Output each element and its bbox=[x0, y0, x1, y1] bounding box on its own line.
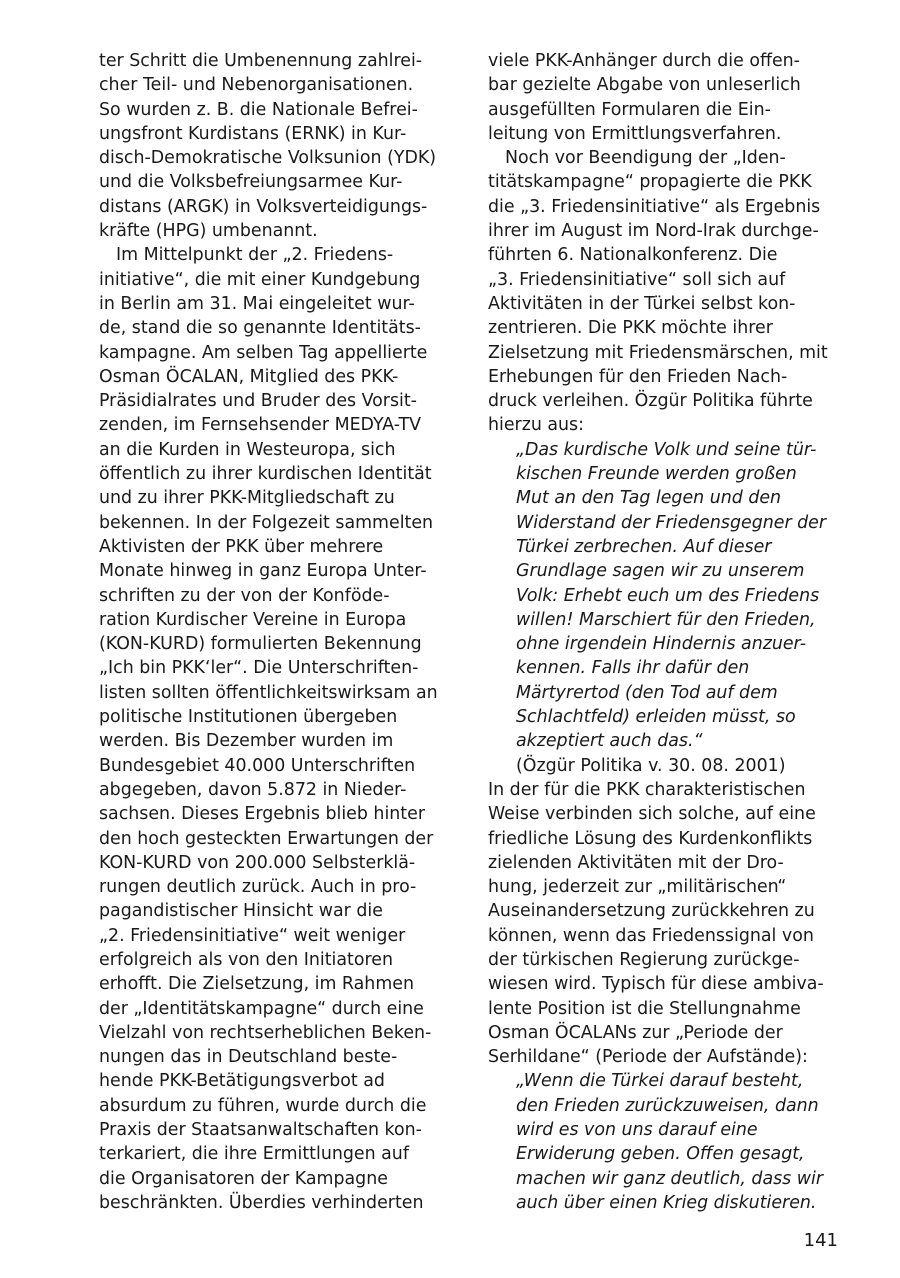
text-line: Aktivisten der PKK über mehrere bbox=[99, 536, 384, 557]
text-line: viele PKK-Anhänger durch die offen- bbox=[488, 51, 800, 71]
quote-line: Grundlage sagen wir zu unserem bbox=[516, 561, 805, 582]
text-line: „3. Friedensinitiative“ soll sich auf bbox=[488, 269, 786, 290]
quote-line: Mut an den Tag legen und den bbox=[516, 488, 782, 509]
text-line: distans (ARGK) in Volksverteidigungs- bbox=[99, 196, 428, 217]
text-line: Osman ÖCALANs zur „Periode der bbox=[488, 1022, 783, 1043]
quote-line: willen! Marschiert für den Frieden, bbox=[516, 609, 816, 630]
text-line: der „Identitätskampagne“ durch eine bbox=[99, 998, 424, 1019]
quote-line: „Das kurdische Volk und seine tür- bbox=[516, 439, 817, 460]
quote-line: Märtyrertod (den Tod auf dem bbox=[516, 682, 778, 703]
quote-source: (Özgür Politika v. 30. 08. 2001) bbox=[516, 755, 786, 776]
right-column bbox=[488, 49, 840, 1215]
quote-line: Volk: Erhebt euch um des Friedens bbox=[516, 585, 820, 606]
text-line: hierzu aus: bbox=[488, 415, 584, 436]
text-line: In der für die PKK charakteristischen bbox=[488, 779, 806, 800]
paragraph-start-line: Im Mittelpunkt der „2. Friedens- bbox=[116, 245, 394, 266]
text-line: bar gezielte Abgabe von unleserlich bbox=[488, 75, 801, 96]
text-line: abgegeben, davon 5.872 in Nieder- bbox=[99, 779, 407, 800]
text-line: bekennen. In der Folgezeit sammelten bbox=[99, 512, 434, 533]
text-line: kräfte (HPG) umbenannt. bbox=[99, 221, 318, 242]
text-line: Bundesgebiet 40.000 Unterschriften bbox=[99, 755, 416, 776]
text-line: in Berlin am 31. Mai eingeleitet wur- bbox=[99, 293, 415, 314]
text-line: Monate hinweg in ganz Europa Unter- bbox=[99, 561, 427, 582]
quote-line: Widerstand der Friedensgegner der bbox=[516, 512, 827, 533]
text-line: die Organisatoren der Kampagne bbox=[99, 1168, 388, 1189]
quote-line: den Frieden zurückzuweisen, dann bbox=[516, 1095, 819, 1116]
text-line: Aktivitäten in der Türkei selbst kon- bbox=[488, 293, 796, 314]
text-line: (KON-KURD) formulierten Bekennung bbox=[99, 634, 422, 655]
text-line: ter Schritt die Umbenennung zahlrei- bbox=[99, 51, 423, 71]
text-line: der türkischen Regierung zurückge- bbox=[488, 949, 800, 970]
quote-line: auch über einen Krieg diskutieren. bbox=[516, 1192, 817, 1213]
text-line: an die Kurden in Westeuropa, sich bbox=[99, 439, 396, 460]
left-column bbox=[99, 49, 461, 1215]
text-line: titätskampagne“ propagierte die PKK bbox=[488, 172, 812, 193]
text-line: die „3. Friedensinitiative“ als Ergebnis bbox=[488, 196, 821, 217]
quote-line: kennen. Falls ihr dafür den bbox=[516, 658, 750, 679]
text-line: politische Institutionen übergeben bbox=[99, 707, 398, 728]
text-line: friedliche Lösung des Kurdenkonflikts bbox=[488, 828, 813, 849]
text-line: pagandistischer Hinsicht war die bbox=[99, 901, 383, 922]
quote-line: machen wir ganz deutlich, dass wir bbox=[516, 1168, 823, 1189]
text-line: terkariert, die ihre Ermittlungen auf bbox=[99, 1144, 409, 1165]
text-line: Zielsetzung mit Friedensmärschen, mit bbox=[488, 342, 828, 363]
text-line: und die Volksbefreiungsarmee Kur- bbox=[99, 172, 403, 193]
text-line: wiesen wird. Typisch für diese ambiva- bbox=[488, 974, 824, 995]
text-line: kampagne. Am selben Tag appellierte bbox=[99, 342, 428, 363]
paragraph-start-line: Noch vor Beendigung der „Iden- bbox=[505, 148, 786, 169]
text-line: ration Kurdischer Vereine in Europa bbox=[99, 609, 407, 630]
text-line: nungen das in Deutschland beste- bbox=[99, 1047, 398, 1068]
text-line: Osman ÖCALAN, Mitglied des PKK- bbox=[99, 366, 399, 387]
text-line: hung, jederzeit zur „militärischen“ bbox=[488, 877, 787, 898]
text-line: zielenden Aktivitäten mit der Dro- bbox=[488, 852, 784, 873]
text-line: So wurden z. B. die Nationale Befrei- bbox=[99, 99, 418, 120]
quote-line: wird es von uns darauf eine bbox=[516, 1120, 758, 1141]
text-line: leitung von Ermittlungsverfahren. bbox=[488, 123, 782, 144]
quote-line: Türkei zerbrechen. Auf dieser bbox=[516, 536, 772, 557]
text-line: zenden, im Fernsehsender MEDYA-TV bbox=[99, 415, 421, 436]
text-line: KON-KURD von 200.000 Selbsterklä- bbox=[99, 852, 416, 873]
text-line: Serhildane“ (Periode der Aufstände): bbox=[488, 1047, 808, 1068]
text-line: Präsidialrates und Bruder des Vorsit- bbox=[99, 391, 417, 412]
text-line: de, stand die so genannte Identitäts- bbox=[99, 318, 421, 339]
text-line: Weise verbinden sich solche, auf eine bbox=[488, 804, 816, 825]
quote-line: Erwiderung geben. Offen gesagt, bbox=[516, 1144, 805, 1165]
page-number: 141 bbox=[803, 1230, 838, 1251]
text-line: und zu ihrer PKK-Mitgliedschaft zu bbox=[99, 488, 395, 509]
text-line: Praxis der Staatsanwaltschaften kon- bbox=[99, 1120, 422, 1141]
text-line: können, wenn das Friedenssignal von bbox=[488, 925, 814, 946]
quote-line: Schlachtfeld) erleiden müsst, so bbox=[516, 707, 796, 728]
text-line: disch-Demokratische Volksunion (YDK) bbox=[99, 148, 437, 169]
text-line: hende PKK-Betätigungsverbot ad bbox=[99, 1071, 385, 1092]
text-line: ihrer im August im Nord-Irak durchge- bbox=[488, 221, 819, 242]
text-line: „Ich bin PKK‘ler“. Die Unterschriften- bbox=[99, 658, 419, 679]
text-line: Auseinandersetzung zurückkehren zu bbox=[488, 901, 815, 922]
text-line: zentrieren. Die PKK möchte ihrer bbox=[488, 318, 773, 339]
text-line: rungen deutlich zurück. Auch in pro- bbox=[99, 877, 417, 898]
text-line: druck verleihen. Özgür Politika führte bbox=[488, 391, 813, 412]
text-line: werden. Bis Dezember wurden im bbox=[99, 731, 394, 752]
quote-line: kischen Freunde werden großen bbox=[516, 464, 797, 485]
text-line: initiative“, die mit einer Kundgebung bbox=[99, 269, 421, 290]
text-line: Vielzahl von rechtserheblichen Beken- bbox=[99, 1022, 432, 1043]
text-line: schriften zu der von der Konföde- bbox=[99, 585, 390, 606]
text-line: sachsen. Dieses Ergebnis blieb hinter bbox=[99, 804, 425, 825]
text-line: den hoch gesteckten Erwartungen der bbox=[99, 828, 434, 849]
text-line: listen sollten öffentlichkeitswirksam an bbox=[99, 682, 438, 703]
quote-line: „Wenn die Türkei darauf besteht, bbox=[516, 1071, 804, 1092]
text-line: erfolgreich als von den Initiatoren bbox=[99, 949, 393, 970]
text-line: Erhebungen für den Frieden Nach- bbox=[488, 366, 788, 387]
text-line: cher Teil- und Nebenorganisationen. bbox=[99, 75, 414, 96]
text-line: ausgefüllten Formularen die Ein- bbox=[488, 99, 771, 120]
text-line: absurdum zu führen, wurde durch die bbox=[99, 1095, 427, 1116]
text-line: beschränkten. Überdies verhinderten bbox=[99, 1192, 424, 1213]
text-line: „2. Friedensinitiative“ weit weniger bbox=[99, 925, 406, 946]
text-line: erhofft. Die Zielsetzung, im Rahmen bbox=[99, 974, 414, 995]
text-line: ungsfront Kurdistans (ERNK) in Kur- bbox=[99, 123, 407, 144]
text-line: öffentlich zu ihrer kurdischen Identität bbox=[99, 464, 432, 485]
text-line: führten 6. Nationalkonferenz. Die bbox=[488, 245, 778, 266]
quote-line: ohne irgendein Hindernis anzuer- bbox=[516, 634, 807, 655]
quote-line: akzeptiert auch das.“ bbox=[516, 731, 703, 752]
text-line: lente Position ist die Stellungnahme bbox=[488, 998, 801, 1019]
